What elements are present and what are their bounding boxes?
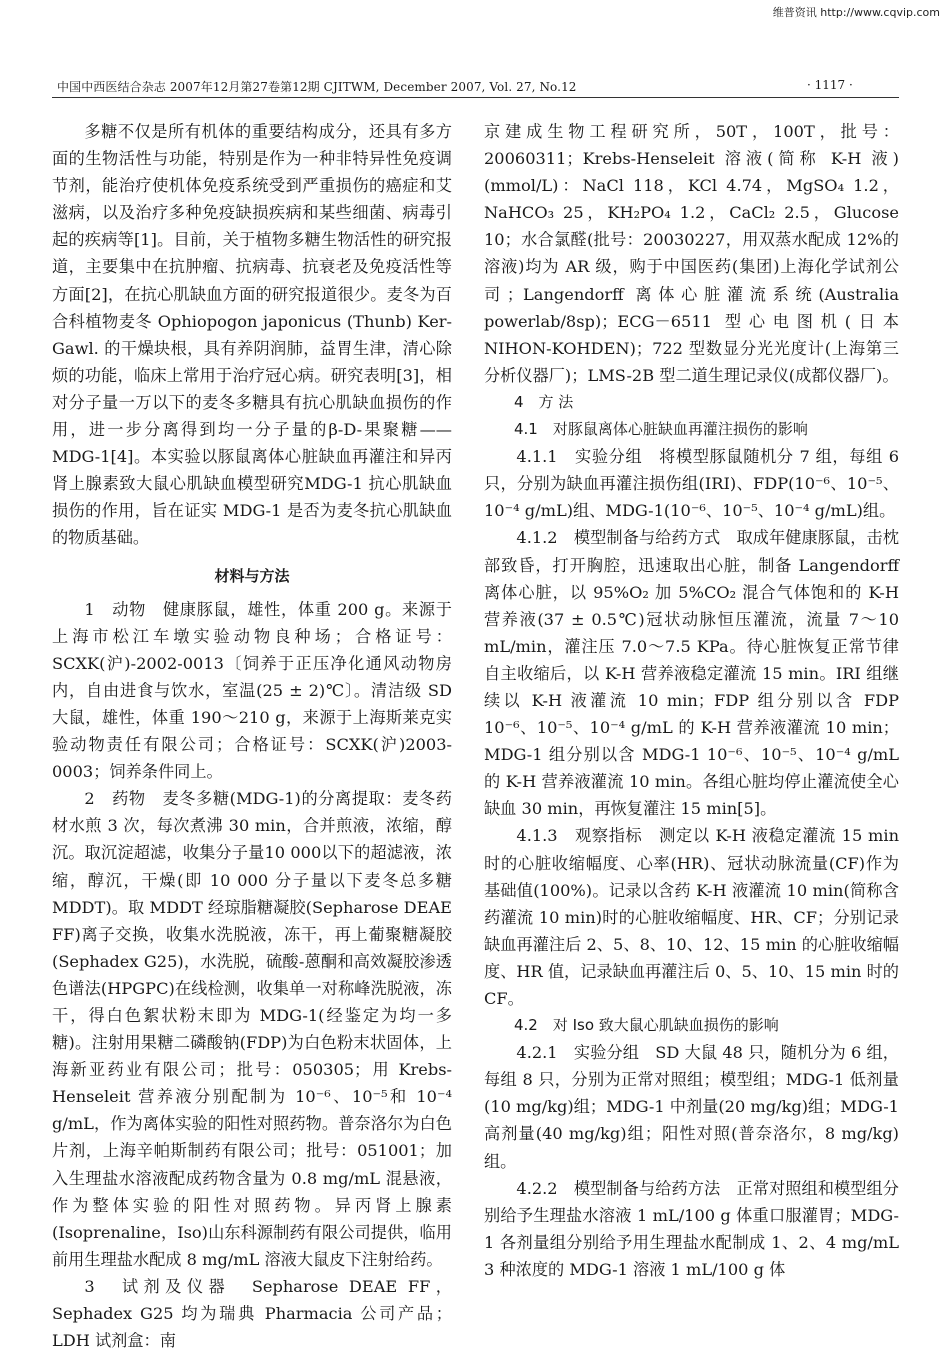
subsection-4-1: 4.1 对豚鼠离体心脏缺血再灌注损伤的影响 bbox=[514, 420, 808, 439]
paragraph-4-1-1: 4.1.1 实验分组 将模型豚鼠随机分 7 组，每组 6 只，分别为缺血再灌注损伤组(IRI)、FDP(10⁻⁶、10⁻⁵、10⁻⁴ g/mL)组、MDG-1(10⁻⁶、10⁻⁵、10⁻⁴ g/mL)组。 bbox=[484, 447, 899, 521]
paragraph-4-1-3: 4.1.3 观察指标 测定以 K-H 液稳定灌流 15 min 时的心脏收缩幅度、心率(HR)、冠状动脉流量(CF)作为基础值(100%)。记录以含药 K-H 液灌流 10 min(简称含药灌流 10 min)时的心脏收缩幅度、HR、CF；分别记录缺血再灌注后 2、5、8、10、12、15 min 的心脏收缩幅度、HR 值，记录缺血再灌注后 0、5、10、15 min 时的 CF。 bbox=[484, 826, 899, 1008]
running-header: 中国中西医结合杂志 2007年12月第27卷第12期 CJITWM, December 2007, Vol. 27, No.12 bbox=[57, 80, 577, 94]
page-number: · 1117 · bbox=[807, 78, 853, 92]
intro-paragraph: 多糖不仅是所有机体的重要结构成分，还具有多方面的生物活性与功能，特别是作为一种非特异性免疫调节剂，能治疗使机体免疫系统受到严重损伤的癌症和艾滋病，以及治疗多种免疫缺损疾病和某些细菌、病毒引起的疾病等[1]。目前，关于植物多糖生物活性的研究报道，主要集中在抗肿瘤、抗病毒、抗衰老及免疫活性等方面[2]，在抗心肌缺血方面的研究报道很少。麦冬为百合科植物麦冬 Ophiopogon japonicus (Thunb) Ker-Gawl. 的干燥块根，具有养阴润肺，益胃生津，清心除烦的功能，临床上常用于治疗冠心病。研究表明[3]，相对分子量一万以下的麦冬多糖具有抗心肌缺血损伤的作用，进一步分离得到均一分子量的β-D-果聚糖——MDG-1[4]。本实验以豚鼠离体心脏缺血再灌注和异丙肾上腺素致大鼠心肌缺血模型研究MDG-1 抗心肌缺血损伤的作用，旨在证实 MDG-1 是否为麦冬抗心肌缺血的物质基础。 bbox=[52, 122, 452, 548]
paragraph-4-2-1: 4.2.1 实验分组 SD 大鼠 48 只，随机分为 6 组，每组 8 只，分别为正常对照组；模型组；MDG-1 低剂量(10 mg/kg)组；MDG-1 中剂量(20 mg/kg)组；MDG-1 高剂量(40 mg/kg)组；阳性对照(普奈洛尔，8 mg/kg)组。 bbox=[484, 1043, 899, 1171]
watermark: 维普资讯 http://www.cqvip.com bbox=[772, 6, 940, 19]
paragraph-4-1-2: 4.1.2 模型制备与给药方式 取成年健康豚鼠，击枕部致昏，打开胸腔，迅速取出心脏，制备 Langendorff 离体心脏，以 95%O₂ 加 5%CO₂ 混合气体饱和的 K-H 营养液(37 ± 0.5℃)冠状动脉恒压灌流，流量 7～10 mL/min，灌注压 7.0～7.5 KPa。待心脏恢复正常节律自主收缩后，以 K-H 营养液稳定灌流 15 min。IRI 组继续以 K-H 液灌流 10 min；FDP 组分别以含 FDP 10⁻⁶、10⁻⁵、10⁻⁴ g/mL 的 K-H 营养液灌流 10 min；MDG-1 组分别以含 MDG-1 10⁻⁶、10⁻⁵、10⁻⁴ g/mL 的 K-H 营养液灌流 10 min。各组心脏均停止灌流使全心缺血 30 min，再恢复灌注 15 min[5]。 bbox=[484, 528, 899, 819]
left-column bbox=[52, 118, 452, 1354]
section-title: 材料与方法 bbox=[214, 566, 290, 585]
drugs-paragraph: 2 药物 麦冬多糖(MDG-1)的分离提取：麦冬药材水煎 3 次，每次煮沸 30 min，合并煎液，浓缩，醇沉。取沉淀超滤，收集分子量10 000以下的超滤液，浓缩，醇沉，干燥(即 10 000 分子量以下麦冬总多糖 MDDT)。取 MDDT 经琼脂糖凝胶(Sepharose DEAE FF)离子交换，收集水洗脱液，冻干，再上葡聚糖凝胶(Sephadex G25)，水洗脱，硫酸-蒽酮和高效凝胶渗透色谱法(HPGPC)在线检测，收集单一对称峰洗脱液，冻干，得白色絮状粉末即为 MDG-1(经鉴定为均一多糖)。注射用果糖二磷酸钠(FDP)为白色粉末状固体，上海新亚药业有限公司；批号：050305；用 Krebs-Henseleit 营养液分别配制为 10⁻⁶、10⁻⁵和 10⁻⁴ g/mL，作为离体实验的阳性对照药物。普奈洛尔为白色片剂，上海辛帕斯制药有限公司；批号：051001；加入生理盐水溶液配成药物含量为 0.8 mg/mL 混悬液，作为整体实验的阳性对照药物。异丙肾上腺素(Isoprenaline，Iso)山东科源制药有限公司提供，临用前用生理盐水配成 8 mg/mL 溶液大鼠皮下注射给药。 bbox=[52, 789, 452, 1269]
reagents-paragraph: 3 试剂及仪器 Sepharose DEAE FF，Sephadex G25 均为瑞典 Pharmacia 公司产品；LDH 试剂盒：南 bbox=[52, 1276, 452, 1351]
reagents-continued: 京建成生物工程研究所，50T，100T，批号：20060311；Krebs-Henseleit 溶液(简称 K-H 液)(mmol/L)：NaCl 118，KCl 4.74，MgSO₄ 1.2，NaHCO₃ 25，KH₂PO₄ 1.2，CaCl₂ 2.5，Glucose 10；水合氯醛(批号：20030227，用双蒸水配成 12%的溶液)均为 AR 级，购于中国医药(集团)上海化学试剂公司；Langendorff 离体心脏灌流系统(Australia powerlab/8sp)；ECG－6511 型心电图机(日本 NIHON-KOHDEN)；722 型数显分光光度计(上海第三分析仪器厂)；LMS-2B 型二道生理记录仪(成都仪器厂)。 bbox=[484, 122, 899, 385]
methods-heading: 4 方 法 bbox=[514, 392, 574, 411]
header-rule bbox=[52, 97, 899, 98]
animals-paragraph: 1 动物 健康豚鼠，雄性，体重 200 g。来源于上海市松江车墩实验动物良种场；合格证号：SCXK(沪)-2002-0013〔饲养于正压净化通风动物房内，自由进食与饮水，室温(25 ± 2)℃〕。清洁级 SD 大鼠，雄性，体重 190～210 g，来源于上海斯莱克实验动物责任有限公司；合格证号：SCXK(沪)2003-0003；饲养条件同上。 bbox=[52, 599, 452, 782]
subsection-4-2: 4.2 对 Iso 致大鼠心肌缺血损伤的影响 bbox=[514, 1016, 779, 1035]
right-column bbox=[484, 118, 899, 1283]
paragraph-4-2-2: 4.2.2 模型制备与给药方法 正常对照组和模型组分别给予生理盐水溶液 1 mL/100 g 体重口服灌胃；MDG-1 各剂量组分别给予用生理盐水配制成 1、2、4 mg/mL 3 种浓度的 MDG-1 溶液 1 mL/100 g 体 bbox=[484, 1178, 899, 1279]
